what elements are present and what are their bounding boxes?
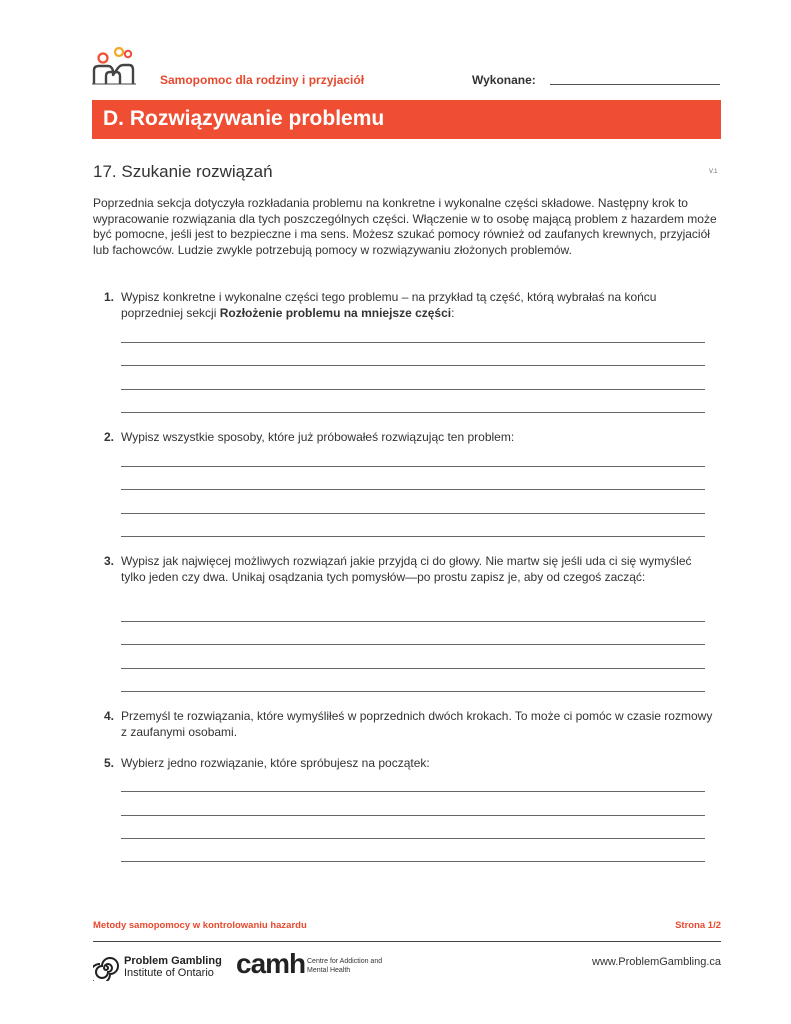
camh-subtitle: Centre for Addiction and Mental Health	[307, 958, 383, 974]
footer-divider	[93, 941, 721, 942]
question-text: Wypisz jak najwięcej możliwych rozwiązań jakie przyjdą ci do głowy. Nie martw się jeśli uda ci się wymyśleć tylko jeden czy dwa. Unikaj osądzania tych pomysłów—po prostu zapisz je, aby od czegoś zacząć:	[121, 554, 692, 584]
answer-line[interactable]	[121, 838, 705, 839]
answer-line[interactable]	[121, 621, 705, 622]
pgio-subtitle: Institute of Ontario	[124, 967, 214, 979]
question-1	[104, 290, 714, 321]
question-number: 4.	[104, 709, 115, 723]
question-number: 3.	[104, 554, 115, 568]
question-3	[104, 554, 714, 585]
answer-line[interactable]	[121, 691, 705, 692]
answer-line[interactable]	[121, 365, 705, 366]
section-title-bar	[92, 100, 721, 139]
answer-line[interactable]	[121, 536, 705, 537]
question-number: 5.	[104, 756, 115, 770]
question-number: 2.	[104, 430, 115, 444]
family-logo-icon	[92, 46, 136, 88]
worksheet-title: 17. Szukanie rozwiązań	[93, 162, 273, 181]
answer-line[interactable]	[121, 644, 705, 645]
answer-line[interactable]	[121, 861, 705, 862]
answer-line[interactable]	[121, 389, 705, 390]
answer-line[interactable]	[121, 489, 705, 490]
completed-input-line[interactable]	[550, 84, 720, 85]
section-heading: D. Rozwiązywanie problemu	[103, 107, 385, 130]
question-4	[104, 709, 714, 740]
question-number: 1.	[104, 290, 115, 304]
version-label: V.1	[709, 169, 718, 175]
page-number: Strona 1/2	[675, 920, 721, 931]
answer-line[interactable]	[121, 342, 705, 343]
question-text: Wypisz konkretne i wykonalne części tego problemu – na przykład tą część, którą wybrałaś na końcu poprzedniej sekcji Rozłożenie problemu na mniejsze części:	[121, 290, 657, 320]
question-bold-ref: Rozłożenie problemu na mniejsze części	[219, 305, 452, 320]
camh-logo: camh	[236, 948, 306, 979]
question-5	[104, 756, 714, 772]
header-subtitle: Samopomoc dla rodziny i przyjaciół	[160, 73, 365, 87]
website-link[interactable]: www.ProblemGambling.ca	[592, 956, 721, 968]
answer-line[interactable]	[121, 815, 705, 816]
footer-series-title: Metody samopomocy w kontrolowaniu hazardu	[93, 920, 307, 931]
question-text: Wypisz wszystkie sposoby, które już próbowałeś rozwiązując ten problem:	[121, 430, 515, 444]
completed-label: Wykonane:	[472, 73, 536, 87]
answer-line[interactable]	[121, 466, 705, 467]
pgio-name: Problem Gambling	[124, 955, 222, 967]
question-2	[104, 430, 714, 446]
question-text: Wybierz jedno rozwiązanie, które spróbujesz na początek:	[121, 756, 430, 770]
pgio-spiral-icon	[93, 955, 119, 981]
question-text: Przemyśl te rozwiązania, które wymyśliłeś w poprzednich dwóch krokach. To może ci pomóc w czasie rozmowy z zaufanymi osobami.	[121, 709, 713, 739]
intro-paragraph: Poprzednia sekcja dotyczyła rozkładania problemu na konkretne i wykonalne części składowe. Następny krok to wypracowanie rozwiązania dla tych poszczególnych części. Włączenie w to osobę mającą problem z hazardem może być pomocne, jeśli jest to bezpieczne i ma sens. Możesz szukać pomocy również od zaufanych krewnych, przyjaciół lub fachowców. Ludzie zwykle potrzebują pomocy w rozwiązywaniu złożonych problemów.	[93, 196, 717, 257]
answer-line[interactable]	[121, 668, 705, 669]
answer-line[interactable]	[121, 791, 705, 792]
answer-line[interactable]	[121, 412, 705, 413]
answer-line[interactable]	[121, 513, 705, 514]
